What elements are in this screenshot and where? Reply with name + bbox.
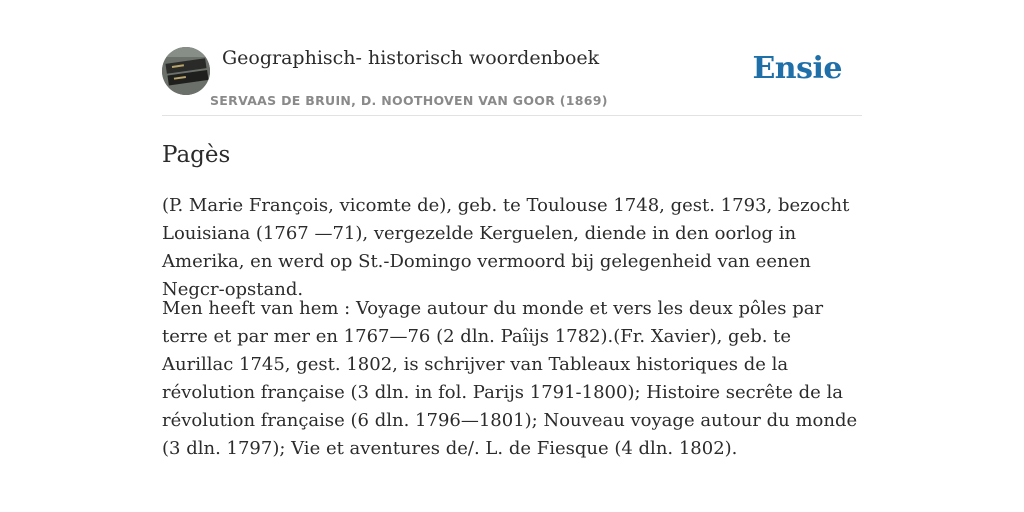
book-title[interactable]: Geographisch- historisch woordenboek xyxy=(222,47,600,69)
ensie-logo-link[interactable]: Ensie xyxy=(752,51,842,86)
book-cover-avatar[interactable] xyxy=(162,47,210,95)
entry-title: Pagès xyxy=(162,142,231,168)
book-cover-icon xyxy=(162,47,210,95)
header xyxy=(162,0,862,116)
entry-paragraph-1: (P. Marie François, vicomte de), geb. te Toulouse 1748, gest. 1793, bezocht Louisiana (1767 —71), vergezelde Kerguelen, diende in den oorlog in Amerika, en werd op St.-Domingo vermoord bij gelegenheid van eenen Negcr-opstand. xyxy=(162,195,850,300)
page xyxy=(162,0,862,512)
entry-paragraph-2: Men heeft van hem : Voyage autour du monde et vers les deux pôles par terre et par mer en 1767—76 (2 dln. Paîijs 1782).(Fr. Xavier), geb. te Aurillac 1745, gest. 1802, is schrijver van Tableaux historiques de la révolution française (3 dln. in fol. Parijs 1791-1800); Histoire secrête de la révolution française (6 dln. 1796—1801); Nouveau voyage autour du monde (3 dln. 1797); Vie et aventures de/. L. de Fiesque (4 dln. 1802). xyxy=(162,298,858,459)
book-authors: SERVAAS DE BRUIN, D. NOOTHOVEN VAN GOOR (1869) xyxy=(210,93,608,108)
